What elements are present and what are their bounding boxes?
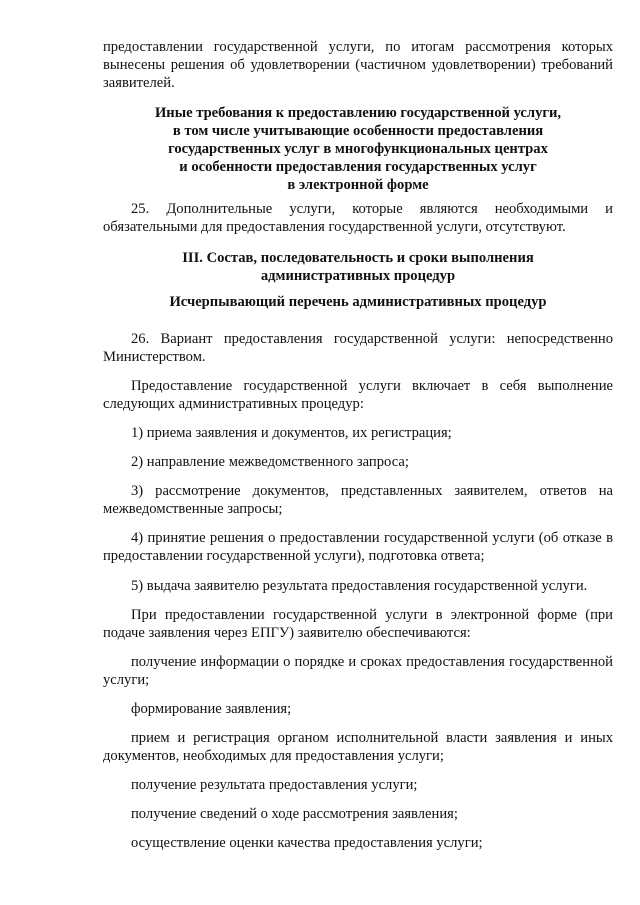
paragraph-26: 26. Вариант предоставления государственной услуги: непосредственно Министерством. — [103, 331, 613, 365]
paragraph-procedures-intro: Предоставление государственной услуги включает в себя выполнение следующих административных процедур: — [103, 378, 613, 412]
list-item: 1) приема заявления и документов, их регистрация; — [131, 425, 452, 441]
heading-exhaustive-list — [103, 293, 613, 311]
list-item: 3) рассмотрение документов, представленных заявителем, ответов на межведомственные запросы; — [103, 483, 613, 517]
paragraph-25: 25. Дополнительные услуги, которые являются необходимыми и обязательными для предоставления государственной услуги, отсутствуют. — [103, 201, 613, 235]
heading-section-3 — [103, 249, 613, 285]
heading-line: III. Состав, последовательность и сроки выполнения — [182, 250, 534, 266]
list-item: осуществление оценки качества предоставления услуги; — [131, 835, 483, 851]
heading-line: и особенности предоставления государственных услуг — [179, 159, 537, 175]
heading-line: Иные требования к предоставлению государственной услуги, — [154, 105, 562, 121]
list-item: прием и регистрация органом исполнительной власти заявления и иных документов, необходимых для предоставления услуги; — [103, 730, 613, 764]
list-item: формирование заявления; — [131, 701, 292, 717]
heading-line: Исчерпывающий перечень административных процедур — [169, 294, 547, 310]
list-item: получение сведений о ходе рассмотрения заявления; — [131, 806, 458, 822]
list-item: получение результата предоставления услуги; — [131, 777, 418, 793]
list-item: 4) принятие решения о предоставлении государственной услуги (об отказе в предоставлении государственной услуги), подготовка ответа; — [103, 530, 613, 564]
heading-line: в том числе учитывающие особенности предоставления — [172, 123, 544, 139]
list-item: 2) направление межведомственного запроса; — [131, 454, 409, 470]
list-item: 5) выдача заявителю результата предоставления государственной услуги. — [131, 578, 588, 594]
heading-other-requirements — [103, 104, 613, 194]
heading-line: административных процедур — [260, 268, 456, 284]
paragraph-intro: предоставлении государственной услуги, по итогам рассмотрения которых вынесены решения об удовлетворении (частичном удовлетворении) требований заявителей. — [103, 39, 613, 91]
list-item: получение информации о порядке и сроках предоставления государственной услуги; — [103, 654, 613, 688]
heading-line: государственных услуг в многофункциональных центрах — [168, 141, 548, 157]
paragraph-electronic-intro: При предоставлении государственной услуги в электронной форме (при подаче заявления через ЕПГУ) заявителю обеспечиваются: — [103, 607, 613, 641]
heading-line: в электронной форме — [287, 177, 429, 193]
